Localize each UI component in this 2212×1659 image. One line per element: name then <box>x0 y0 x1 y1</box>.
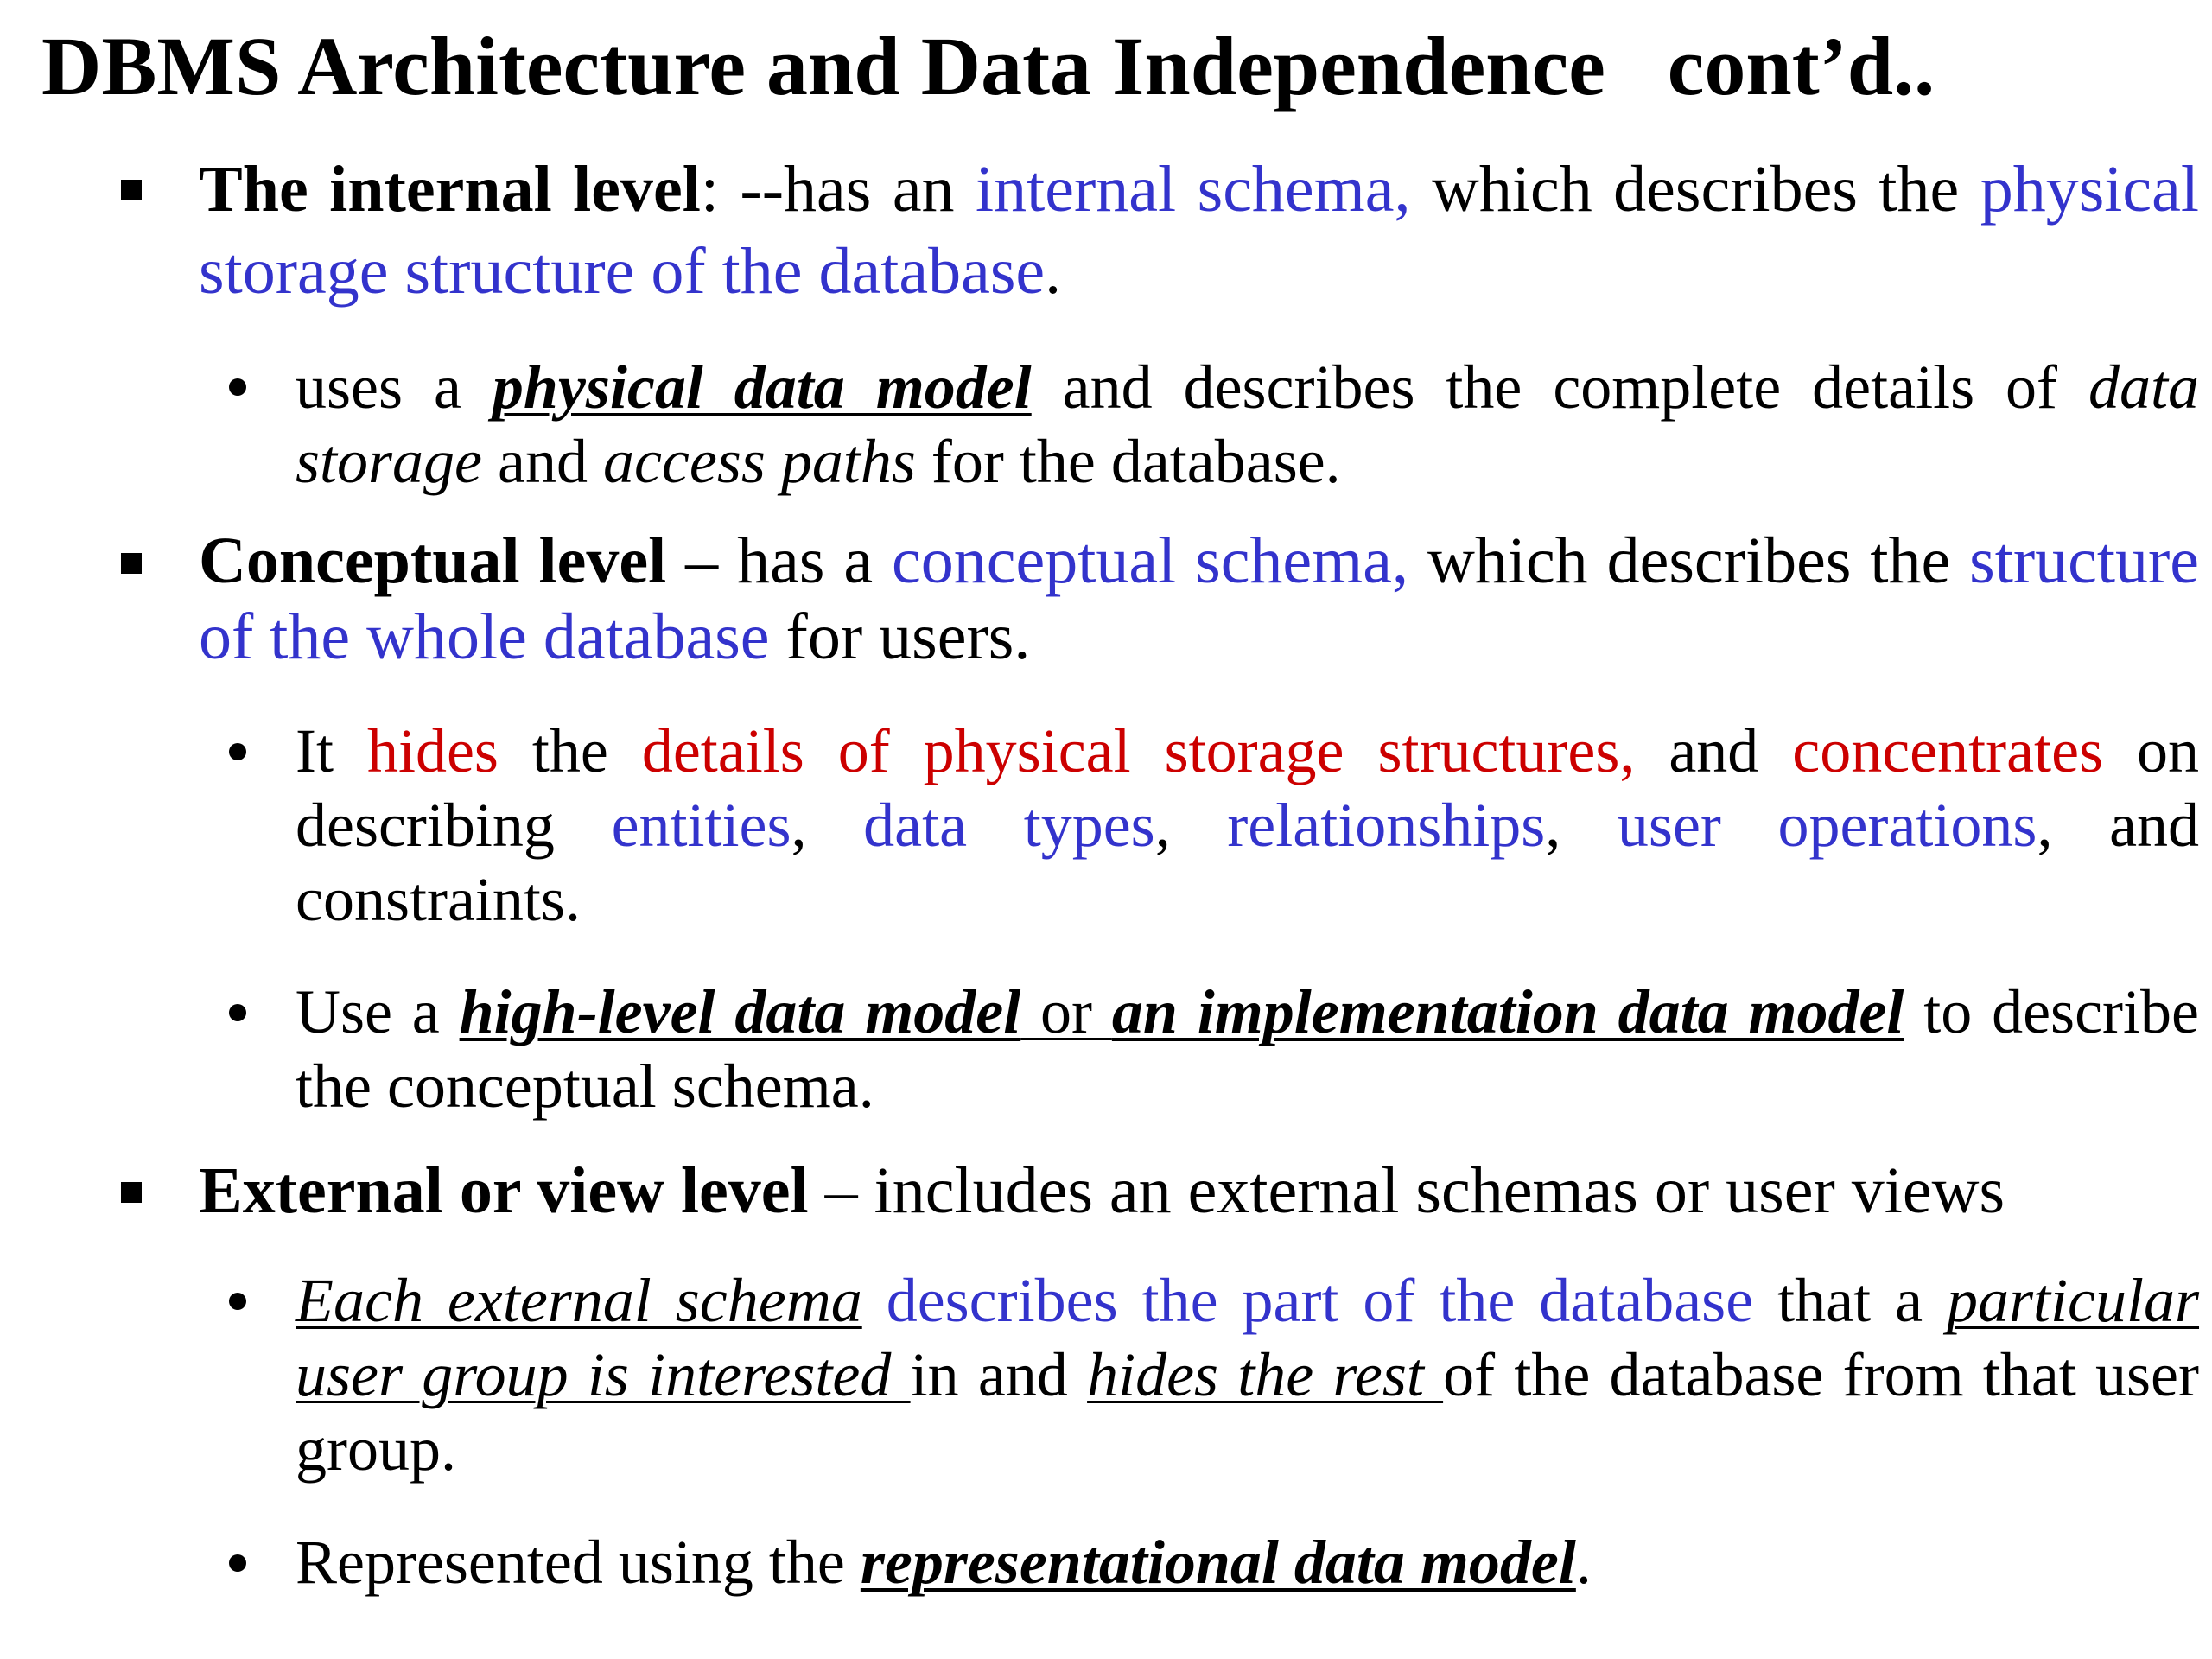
internal-level-end: . <box>1045 235 1062 308</box>
text-run: on describing <box>296 716 2200 860</box>
internal-level-colon: : --has an <box>700 153 976 226</box>
text-run: , <box>791 791 864 860</box>
concentrates-term: concentrates <box>1792 716 2104 785</box>
text-run: Use a <box>296 977 460 1046</box>
text-run: and <box>482 427 603 496</box>
text-run: in and <box>910 1340 1088 1409</box>
details-term: details of physical storage structures, <box>641 716 1636 785</box>
text-run: the <box>498 716 642 785</box>
sub-bullet-physical-model <box>296 350 2199 499</box>
entities-term: entities <box>611 791 791 860</box>
sub-bullet-high-level-model <box>296 975 2199 1123</box>
external-level-rest: – includes an external schemas or user views <box>808 1154 2005 1227</box>
user-group-term: particular user group is interested <box>296 1266 2200 1409</box>
text-run: for the database. <box>915 427 1341 496</box>
high-level-data-model-term: high-level data model <box>459 977 1021 1046</box>
internal-schema-term: internal schema, <box>976 153 1411 226</box>
round-bullet-icon <box>229 743 246 760</box>
hides-term: hides <box>366 716 499 785</box>
slide-title: DBMS Architecture and Data Independence cont’d.. <box>41 20 1936 112</box>
round-bullet-icon <box>229 1554 246 1572</box>
data-types-term: data types <box>863 791 1155 860</box>
text-run: and <box>1635 716 1793 785</box>
conceptual-level-dash: – has a <box>666 524 893 597</box>
conceptual-schema-term: conceptual schema, <box>892 524 1409 597</box>
text-run: It <box>296 716 367 785</box>
text-run: , <box>1545 791 1618 860</box>
text-run: or <box>1020 977 1112 1046</box>
internal-level-heading: The internal level <box>199 153 701 226</box>
user-operations-term: user operations <box>1617 791 2037 860</box>
access-paths-term: access paths <box>602 427 916 496</box>
implementation-data-model-term: an implementation data model <box>1111 977 1904 1046</box>
describes-part-term: describes the part of the database <box>886 1266 1754 1335</box>
representational-data-model-term: representational data model <box>860 1528 1576 1597</box>
square-bullet-icon <box>121 1182 142 1203</box>
text-run: . <box>1575 1528 1592 1597</box>
text-run: and describes the complete details of <box>1031 353 2088 422</box>
data-storage-term: data storage <box>296 353 2199 496</box>
each-external-schema-term: Each external schema <box>296 1266 862 1335</box>
square-bullet-icon <box>121 180 142 200</box>
external-level-heading: External or view level <box>199 1154 809 1227</box>
text-run: Represented using the <box>296 1528 861 1597</box>
round-bullet-icon <box>229 378 246 396</box>
text-run: that a <box>1753 1266 1948 1335</box>
internal-level-mid: which describes the <box>1410 153 1980 226</box>
sub-bullet-hides-details <box>296 714 2199 937</box>
square-bullet-icon <box>121 553 142 574</box>
text-run <box>862 1266 887 1335</box>
internal-level-desc: physical storage structure of the database <box>199 153 2200 308</box>
sub-bullet-external-schema <box>296 1263 2199 1486</box>
text-run: to describe the conceptual schema. <box>296 977 2199 1121</box>
text-run: , <box>1154 791 1228 860</box>
bullet-internal-level <box>199 149 2199 313</box>
text-run: , and constraints. <box>296 791 2200 934</box>
bullet-conceptual-level <box>199 523 2199 675</box>
relationships-term: relationships <box>1227 791 1546 860</box>
sub-bullet-representational <box>296 1525 2199 1599</box>
conceptual-level-heading: Conceptual level <box>199 524 667 597</box>
conceptual-level-desc: structure of the whole database <box>199 524 2200 673</box>
physical-data-model-term: physical data model <box>492 353 1032 422</box>
round-bullet-icon <box>229 1004 246 1021</box>
bullet-external-level <box>199 1153 2199 1229</box>
conceptual-level-mid: which describes the <box>1408 524 1970 597</box>
conceptual-level-end: for users. <box>769 601 1031 673</box>
hides-rest-term: hides the rest <box>1087 1340 1444 1409</box>
text-run: uses a <box>296 353 493 422</box>
text-run: of the database from that user group. <box>296 1340 2199 1484</box>
round-bullet-icon <box>229 1293 246 1310</box>
